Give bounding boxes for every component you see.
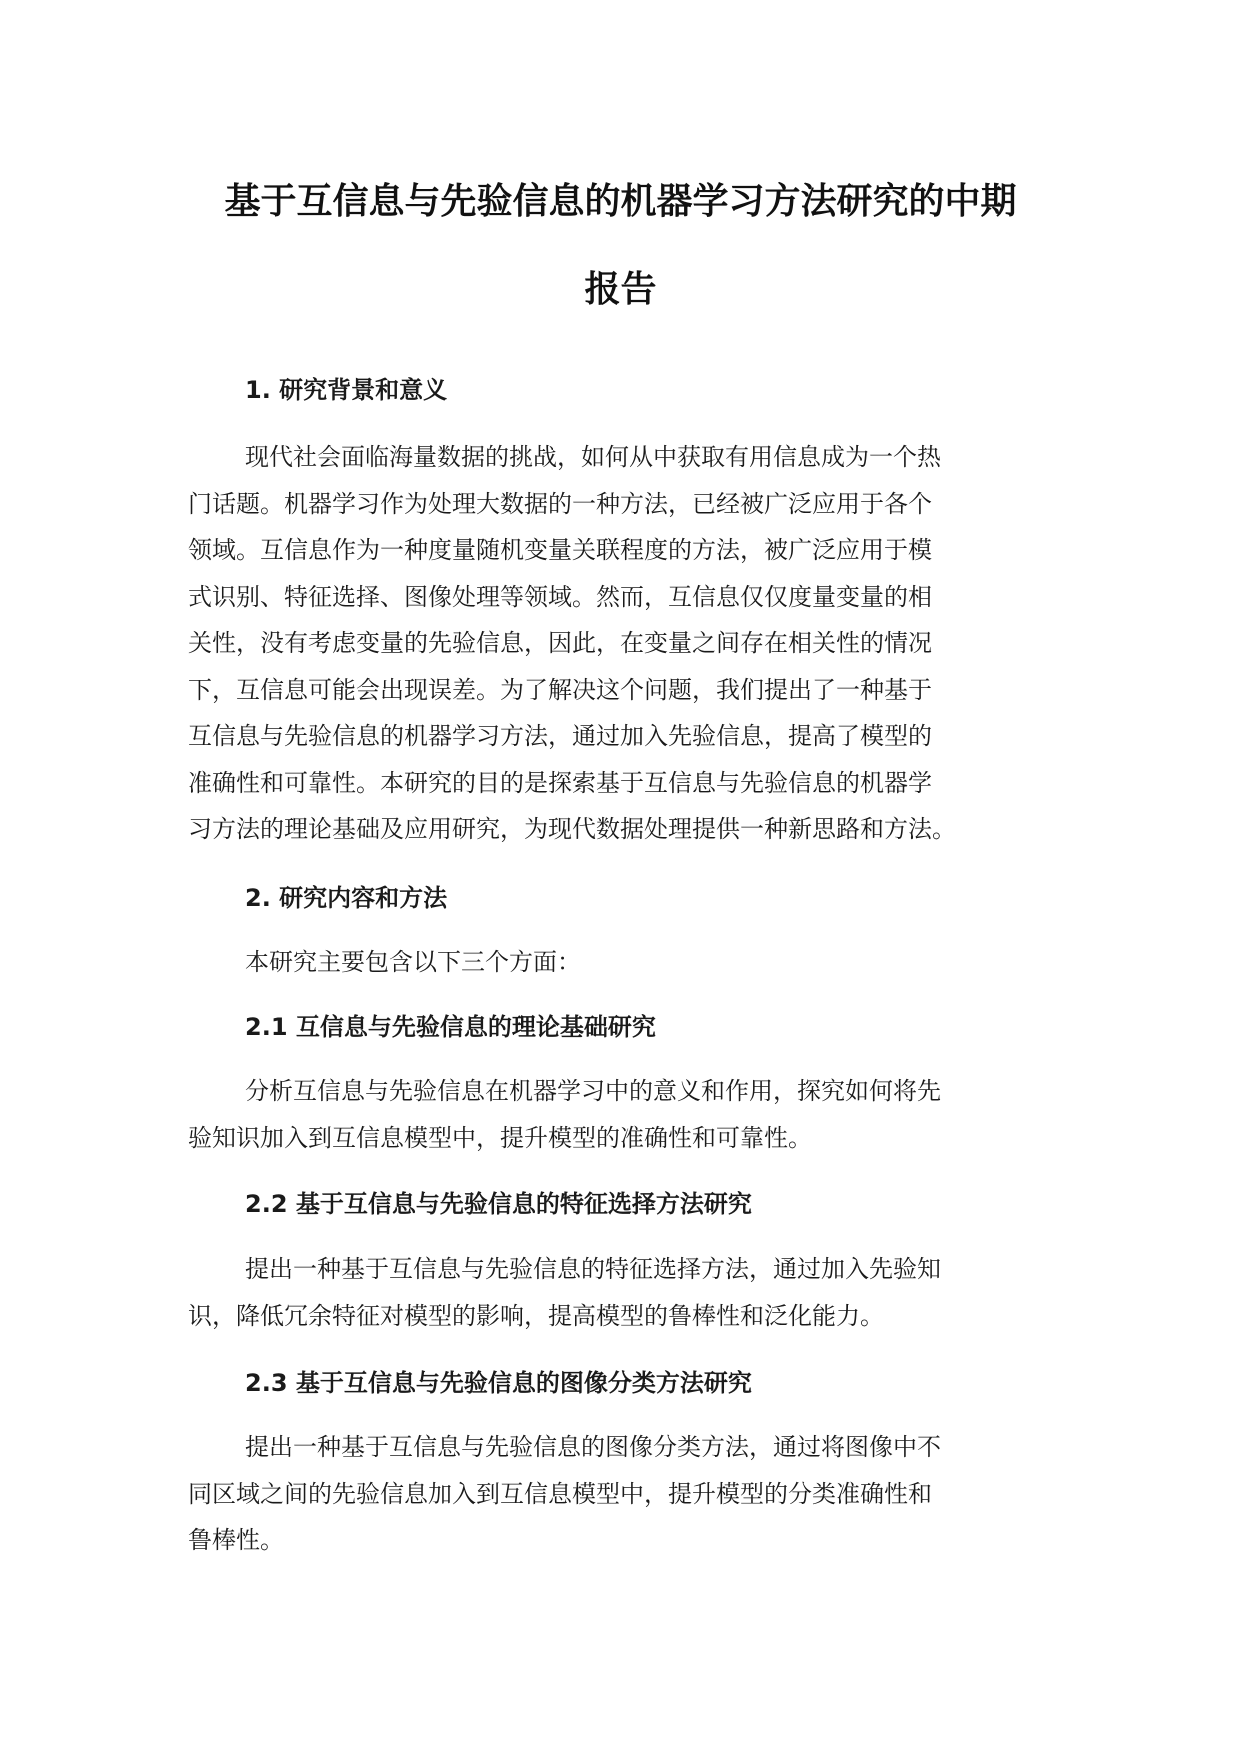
subsection-2-3-paragraph [188,1424,1050,1564]
section-2-heading: 2. 研究内容和方法 [245,884,448,912]
section-1-heading: 1. 研究背景和意义 [245,376,448,404]
paragraph-line: 互信息与先验信息的机器学习方法，通过加入先验信息，提高了模型的 [188,722,932,750]
paragraph-line: 领域。互信息作为一种度量随机变量关联程度的方法，被广泛应用于模 [188,536,932,564]
paragraph-line: 下，互信息可能会出现误差。为了解决这个问题，我们提出了一种基于 [188,675,932,704]
subsection-2-1-heading: 2.1 互信息与先验信息的理论基础研究 [245,1013,656,1041]
paragraph-line: 提出一种基于互信息与先验信息的特征选择方法，通过加入先验知 [245,1255,941,1283]
paragraph-line: 习方法的理论基础及应用研究，为现代数据处理提供一种新思路和方法。 [188,815,956,843]
section-1-paragraph [188,434,1050,853]
subsection-2-3-heading: 2.3 基于互信息与先验信息的图像分类方法研究 [245,1369,752,1397]
paragraph-line: 验知识加入到互信息模型中，提升模型的准确性和可靠性。 [188,1123,812,1152]
document-title-line-1: 基于互信息与先验信息的机器学习方法研究的中期 [224,181,1017,222]
paragraph-line: 提出一种基于互信息与先验信息的图像分类方法，通过将图像中不 [245,1433,941,1461]
paragraph-line: 准确性和可靠性。本研究的目的是探索基于互信息与先验信息的机器学 [188,768,932,797]
paragraph-line: 现代社会面临海量数据的挑战，如何从中获取有用信息成为一个热 [245,443,941,471]
subsection-2-2-paragraph [188,1246,1050,1339]
paragraph-line: 式识别、特征选择、图像处理等领域。然而，互信息仅仅度量变量的相 [188,582,932,611]
paragraph-line: 同区域之间的先验信息加入到互信息模型中，提升模型的分类准确性和 [188,1479,932,1508]
section-2-intro: 本研究主要包含以下三个方面： [245,948,581,976]
paragraph-line: 分析互信息与先验信息在机器学习中的意义和作用，探究如何将先 [245,1077,941,1105]
subsection-2-1-paragraph [188,1068,1050,1161]
paragraph-line: 识，降低冗余特征对模型的影响，提高模型的鲁棒性和泛化能力。 [188,1301,884,1330]
document-title-line-2: 报告 [584,269,657,310]
paragraph-line: 鲁棒性。 [188,1526,284,1554]
paragraph-line: 门话题。机器学习作为处理大数据的一种方法，已经被广泛应用于各个 [188,489,932,518]
subsection-2-2-heading: 2.2 基于互信息与先验信息的特征选择方法研究 [245,1190,752,1218]
paragraph-line: 关性，没有考虑变量的先验信息，因此，在变量之间存在相关性的情况 [188,629,932,657]
